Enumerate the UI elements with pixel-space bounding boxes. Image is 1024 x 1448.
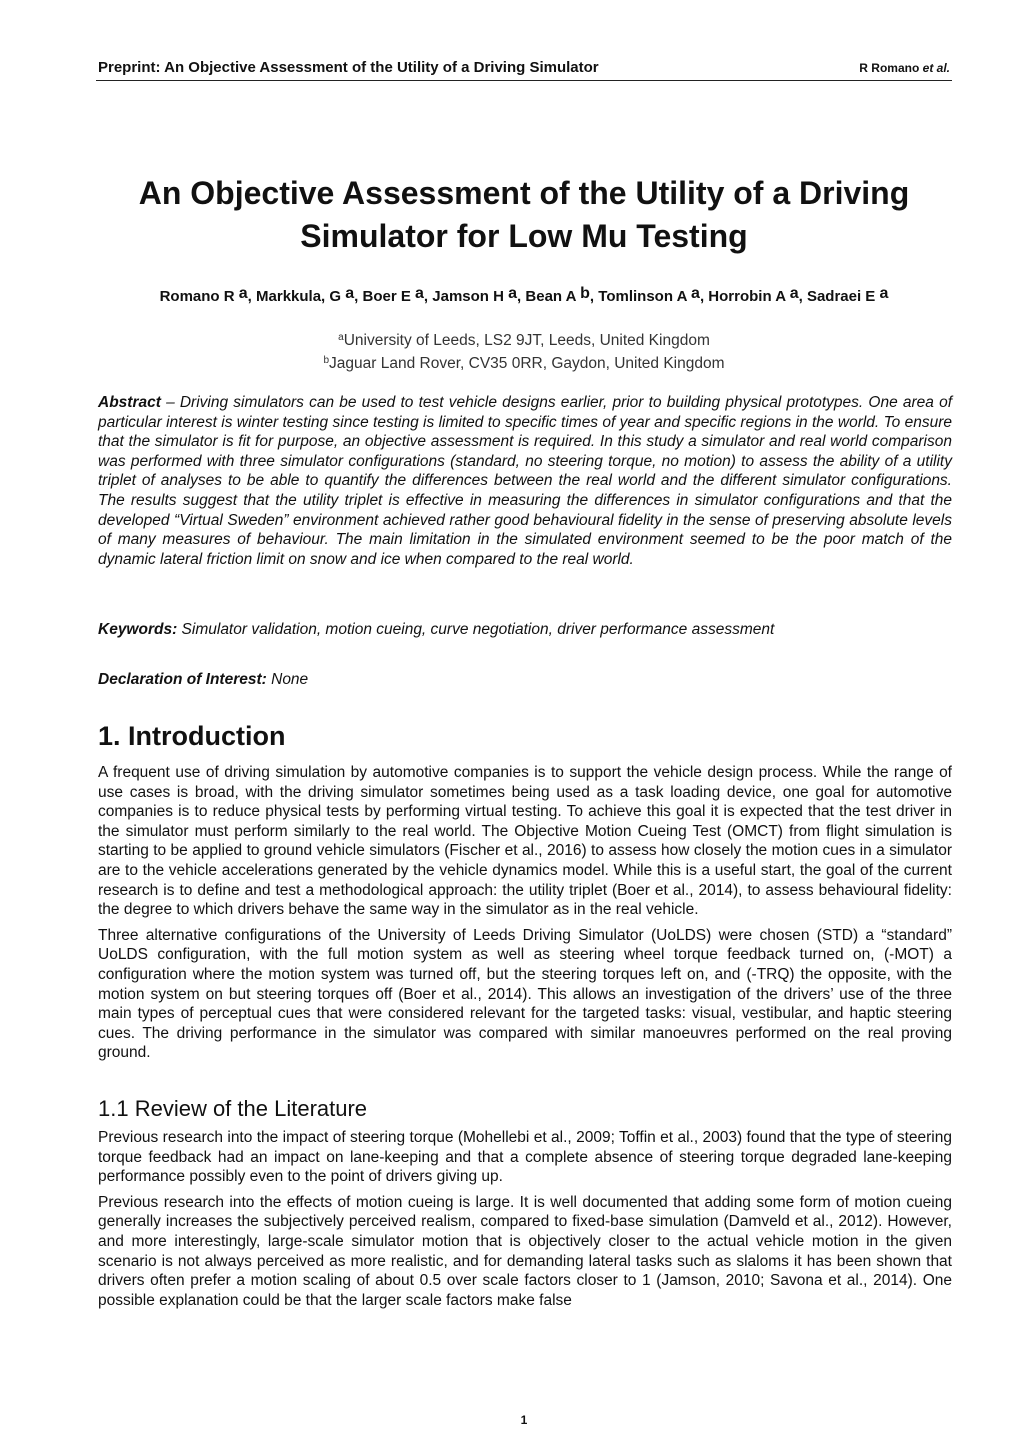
author-affil-mark: a: [238, 285, 248, 302]
affiliations: [96, 328, 952, 374]
author-name: Romano R: [159, 288, 235, 305]
author: [256, 285, 362, 305]
section-heading-introduction: 1. Introduction: [98, 721, 286, 751]
author-name: Boer E: [362, 288, 411, 305]
author-separator: ,: [247, 288, 257, 305]
keywords: [98, 621, 952, 639]
literature-review-body: [98, 1128, 952, 1316]
affiliation-mark: b: [323, 355, 330, 366]
author-list: [96, 286, 952, 308]
author: [160, 285, 256, 305]
paragraph: Three alternative configurations of the University of Leeds Driving Simulator (UoLDS) were chosen (STD) a “standard” UoLDS configuration, with the full motion system as well as steering wheel torque feedback turned on, (-MOT) a configuration where the motion system was turned off, but the steering torques left on, and (-TRQ) the opposite, with the motion system on but steering torques off (Boer et al., 2014). This allows an investigation of the drivers’ use of the three main types of perceptual cues that were considered relevant for the targeted tasks: visual, vestibular, and haptic steering cues. The driving performance in the simulator was compared with similar manoeuvres performed on the real proving ground.: [98, 926, 952, 1062]
author-name: Markkula, G: [256, 288, 342, 305]
author: [525, 285, 598, 305]
declaration-of-interest: [98, 671, 952, 689]
author-affil-mark: a: [691, 285, 700, 302]
affiliation: [96, 351, 952, 374]
paper-title-line-2: Simulator for Low Mu Testing: [300, 218, 748, 254]
author-separator: ,: [354, 288, 363, 305]
author: [708, 285, 807, 305]
paragraph: Previous research into the effects of motion cueing is large. It is well documented that adding some form of motion cueing generally increases the subjectively perceived realism, compared to fixed-base simulation (Damveld et al., 2012). However, and more interestingly, large-scale simulator motion that is objectively closer to the actual vehicle motion in the given scenario is not always perceived as more realistic, and for demanding lateral tasks such as slaloms it has been shown that drivers often prefer a motion scaling of about 0.5 over scale factors closer to 1 (Jamson, 2010; Savona et al., 2014). One possible explanation could be that the larger scale factors make false: [98, 1193, 952, 1309]
abstract-text: – Driving simulators can be used to test vehicle designs earlier, prior to building physical prototypes. One area of particular interest is winter testing since testing is limited to specific times of year and specific regions in the world. To ensure that the simulator is fit for purpose, an objective assessment is required. In this study a simulator and real world comparison was performed with three simulator configurations (standard, no steering torque, no motion) to assess the ability of a utility triplet of analyses to be able to quantify the differences between the real world and the different simulator configurations. The results suggest that the utility triplet is effective in measuring the differences in simulator configurations and that the developed “Virtual Sweden” environment achieved rather good behavioural fidelity in the sense of preserving absolute levels of many measures of behaviour. The main limitation in the simulated environment seemed to be the poor match of the dynamic lateral friction limit on snow and ice when compared to the real world.: [98, 394, 952, 568]
author-name: Jamson H: [432, 288, 504, 305]
author: [432, 285, 525, 305]
author-affil-mark: b: [580, 285, 590, 302]
running-header-author-name: R Romano: [859, 61, 923, 75]
keywords-label: Keywords:: [98, 621, 178, 638]
author-name: Tomlinson A: [598, 288, 687, 305]
keywords-text: Simulator validation, motion cueing, curve negotiation, driver performance assessment: [177, 621, 775, 638]
author-affil-mark: a: [508, 285, 518, 302]
declaration-text: None: [266, 671, 309, 688]
author-name: Horrobin A: [708, 288, 786, 305]
author-affil-mark: a: [879, 285, 889, 302]
paragraph: Previous research into the impact of steering torque (Mohellebi et al., 2009; Toffin et al., 2003) found that the type of steering torque feedback had an impact on lane-keeping and that a complete absence of steering torque degraded lane-keeping performance possibly even to the point of drivers giving up.: [98, 1129, 952, 1186]
running-header: [96, 58, 952, 81]
subsection-heading-literature-review: 1.1 Review of the Literature: [98, 1096, 368, 1121]
author-separator: ,: [589, 288, 599, 305]
affiliation-text: University of Leeds, LS2 9JT, Leeds, United Kingdom: [343, 332, 710, 349]
author: [598, 285, 708, 305]
running-header-etal: et al.: [922, 61, 950, 75]
paper-title: [96, 172, 952, 258]
author-separator: ,: [517, 288, 526, 305]
paragraph: A frequent use of driving simulation by automotive companies is to support the vehicle design process. While the range of use cases is broad, with the driving simulator sometimes being used as a task loading device, one goal for automotive companies is to reduce physical tests by performing virtual testing. To achieve this goal it is expected that the test driver in the simulator must perform similarly to the real world. The Objective Motion Cueing Test (OMCT) from flight simulation is starting to be applied to ground vehicle simulators (Fischer et al., 2016) to assess how closely the motion cues in a simulator are to the vehicle accelerations generated by the vehicle dynamics model. While this is a useful start, the goal of the current research is to define and test a methodological approach: the utility triplet (Boer et al., 2014), to assess behavioural fidelity: the degree to which drivers behave the same way in the simulator as in the real vehicle.: [98, 764, 952, 919]
author-separator: ,: [699, 288, 709, 305]
declaration-label: Declaration of Interest:: [98, 671, 267, 688]
author: [807, 285, 888, 305]
paper-title-line-1: An Objective Assessment of the Utility of a Driving: [138, 175, 910, 211]
page-number: 1: [520, 1413, 528, 1427]
running-header-title: Preprint: An Objective Assessment of the Utility of a Driving Simulator: [98, 59, 599, 76]
affiliation: [96, 328, 952, 351]
author-separator: ,: [798, 288, 807, 305]
abstract: [98, 393, 952, 569]
running-header-author: [859, 61, 950, 75]
affiliation-text: Jaguar Land Rover, CV35 0RR, Gaydon, United Kingdom: [329, 355, 725, 372]
author-affil-mark: a: [345, 285, 355, 302]
affiliation-mark: a: [338, 332, 344, 343]
author-name: Bean A: [525, 288, 576, 305]
introduction-body: [98, 763, 952, 1069]
author-separator: ,: [423, 288, 433, 305]
author-name: Sadraei E: [806, 288, 876, 305]
abstract-label: Abstract: [98, 394, 161, 411]
author: [362, 285, 432, 305]
author-affil-mark: a: [789, 285, 799, 302]
author-affil-mark: a: [415, 285, 424, 302]
